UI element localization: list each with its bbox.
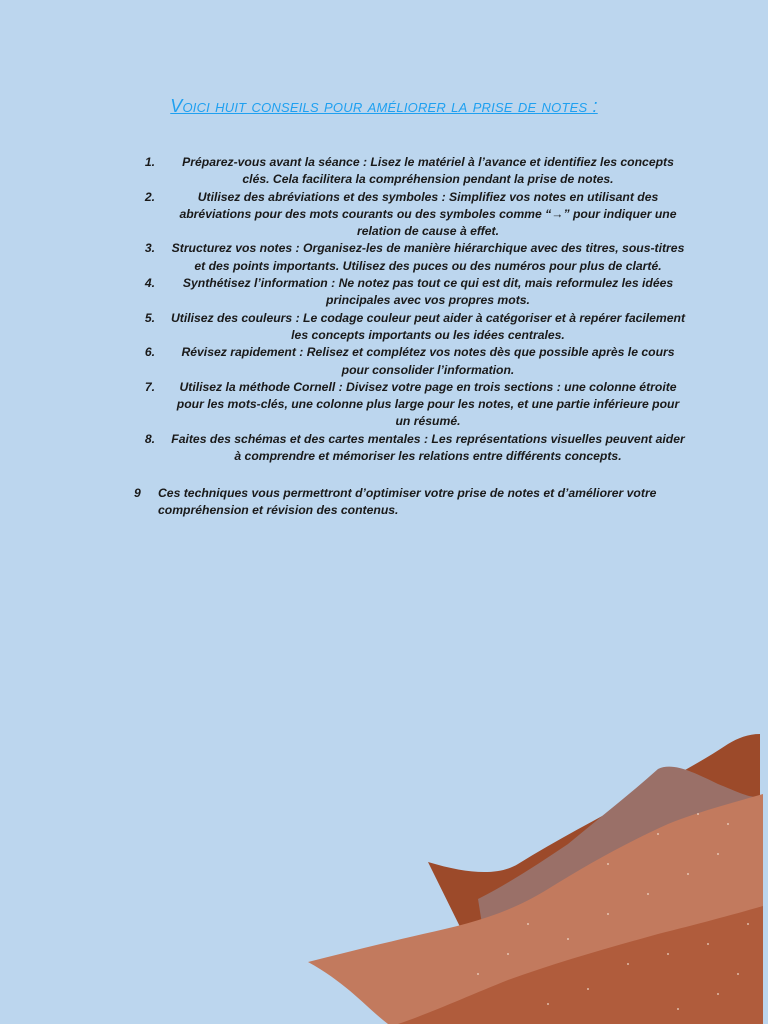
item-number: 4. (144, 276, 156, 291)
item-text: Utilisez des couleurs : Le codage couleur peut aider à catégoriser et à repérer facilement les concepts importants ou les idées centrales. (170, 310, 686, 342)
list-item (130, 431, 690, 466)
item-number: 7. (144, 379, 156, 394)
conclusion-paragraph (134, 485, 694, 520)
item-number: 8. (144, 431, 156, 446)
conclusion-text: Ces techniques vous permettront d’optimiser votre prise de notes et d’améliorer votre compréhension et révision des contenus. (158, 486, 657, 518)
item-number: 2. (144, 189, 156, 204)
item-text: Révisez rapidement : Relisez et complétez vos notes dès que possible après le cours pour consolider l’information. (181, 345, 675, 377)
item-text: Synthétisez l’information : Ne notez pas tout ce qui est dit, mais reformulez les idées principales avec vos propres mots. (182, 276, 674, 308)
page-title: Voici huit conseils pour améliorer la prise de notes : (170, 96, 598, 116)
list-item (130, 379, 690, 431)
item-text: Utilisez la méthode Cornell : Divisez votre page en trois sections : une colonne étroite pour les mots-clés, une colonne plus large pour les notes, et une partie inférieure pour un résumé. (176, 379, 680, 429)
list-item (130, 154, 690, 189)
item-text: Structurez vos notes : Organisez-les de manière hiérarchique avec des titres, sous-titres et des points importants. Utilisez des puces ou des numéros pour plus de clarté. (171, 241, 685, 273)
list-item (130, 240, 690, 275)
item-number: 6. (144, 345, 156, 360)
desert-hills-illustration (308, 724, 768, 1024)
tips-list (130, 154, 690, 465)
list-item (130, 275, 690, 310)
conclusion-number: 9 (134, 486, 141, 500)
list-item (130, 189, 690, 241)
item-text: Faites des schémas et des cartes mentales : Les représentations visuelles peuvent aider à comprendre et mémoriser les relations entre différents concepts. (171, 431, 685, 464)
item-number: 1. (144, 155, 156, 169)
list-item (130, 344, 690, 379)
list-item (130, 310, 690, 345)
item-text: Préparez-vous avant la séance : Lisez le matériel à l’avance et identifiez les concepts clés. Cela facilitera la compréhension pendant la prise de notes. (182, 155, 674, 187)
item-number: 5. (144, 310, 156, 325)
item-number: 3. (144, 241, 156, 256)
item-text: Utilisez des abréviations et des symboles : Simplifiez vos notes en utilisant des abréviations pour des mots courants ou des symboles comme “→” pour indiquer une relation de cause à effet. (179, 189, 677, 239)
